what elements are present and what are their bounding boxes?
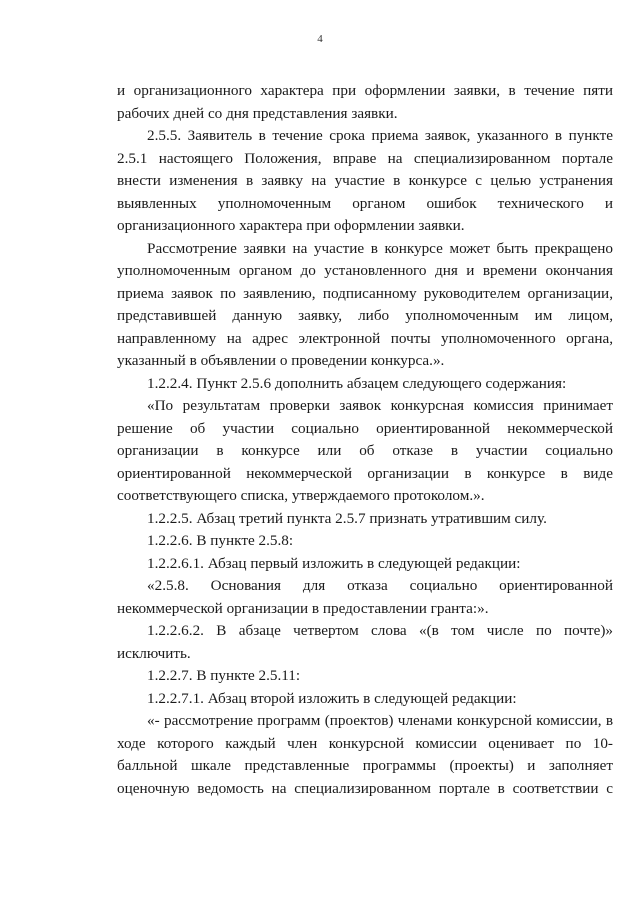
text-line: организационного характера при оформлении заявки. [117, 217, 465, 234]
text-line: и организационного характера при оформлении заявки, в течение пяти [117, 82, 613, 99]
text-line: 1.2.2.6. В пункте 2.5.8: [147, 532, 294, 549]
text-line: рабочих дней со дня представления заявки. [117, 104, 398, 122]
text-line: указанный в объявлении о проведении конкурса.». [117, 352, 445, 369]
text-line: оценочную ведомость на специализированном портале в соответствии с [117, 779, 613, 797]
text-line: 1.2.2.4. Пункт 2.5.6 дополнить абзацем следующего содержания: [147, 374, 567, 392]
text-line: ходе которого каждый член конкурсной комиссии оценивает по 10- [117, 734, 613, 752]
text-line: 1.2.2.6.1. Абзац первый изложить в следующей редакции: [147, 554, 521, 572]
text-line: 2.5.5. Заявитель в течение срока приема заявок, указанного в пункте [147, 127, 613, 144]
text-line: некоммерческой организации в предоставлении гранта:». [117, 599, 489, 617]
text-line: 1.2.2.5. Абзац третий пункта 2.5.7 признать утратившим силу. [147, 509, 547, 527]
text-line: Рассмотрение заявки на участие в конкурсе может быть прекращено [147, 239, 613, 257]
text-line: 1.2.2.7.1. Абзац второй изложить в следующей редакции: [147, 689, 517, 707]
text-line: балльной шкале представленные программы (проекты) и заполняет [117, 757, 613, 774]
text-line: ориентированной некоммерческой организации в конкурсе в виде [117, 464, 613, 482]
text-line: выявленных уполномоченным органом ошибок технического и [117, 194, 613, 212]
text-line: «- рассмотрение программ (проектов) членами конкурсной комиссии, в [147, 712, 613, 729]
text-line: «2.5.8. Основания для отказа социально ориентированной [147, 577, 613, 594]
text-line: приема заявок по заявлению, подписанному руководителем организации, [117, 284, 613, 302]
text-line: исключить. [117, 644, 191, 662]
text-line: представившей данную заявку, либо уполномоченным им лицом, [117, 307, 613, 324]
text-line: 2.5.1 настоящего Положения, вправе на специализированном портале [117, 149, 613, 167]
text-line: 1.2.2.7. В пункте 2.5.11: [147, 667, 301, 684]
text-line: уполномоченным органом до установленного дня и времени окончания [117, 262, 613, 279]
text-line: направленному на адрес электронной почты уполномоченного органа, [117, 329, 613, 347]
document-body [117, 80, 613, 800]
text-line: решение об участии социально ориентированной некоммерческой [117, 419, 613, 437]
text-line: внести изменения в заявку на участие в конкурсе с целью устранения [117, 172, 613, 189]
page-number: 4 [317, 33, 323, 45]
text-line: организации в конкурсе или об отказе в участии социально [117, 442, 613, 459]
text-line: соответствующего списка, утверждаемого протоколом.». [117, 487, 485, 504]
text-line: 1.2.2.6.2. В абзаце четвертом слова «(в том числе по почте)» [147, 622, 613, 639]
text-line: «По результатам проверки заявок конкурсная комиссия принимает [147, 397, 613, 414]
